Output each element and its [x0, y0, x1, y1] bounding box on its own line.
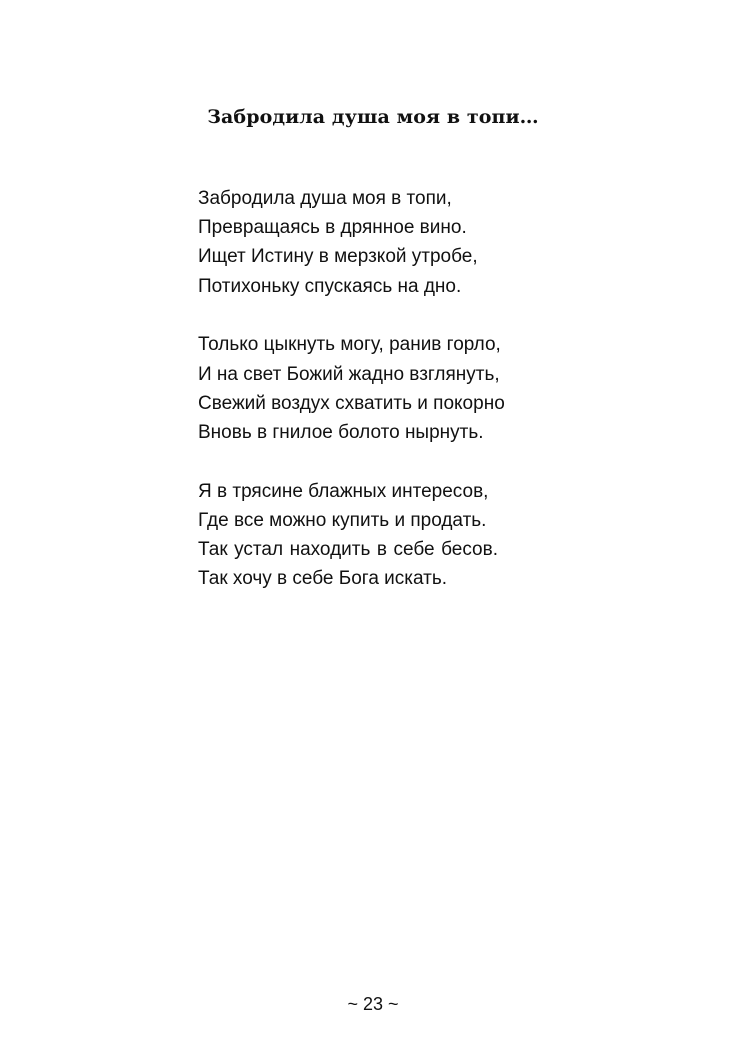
stanza-1 — [198, 184, 498, 301]
poem-line: Только цыкнуть могу, ранив горло, — [198, 334, 501, 356]
poem-line: Я в трясине блажных интересов, — [198, 480, 489, 502]
poem-line: Свежий воздух схватить и покорно — [198, 392, 505, 414]
poem-line: Забродила душа моя в топи, — [198, 188, 452, 209]
poem-title — [0, 106, 746, 128]
stanza-2 — [198, 330, 505, 447]
poem-line: Где все можно купить и продать. — [198, 509, 487, 531]
poem-body — [198, 184, 505, 623]
poem-line: Потихоньку спускаясь на дно. — [198, 275, 462, 297]
poem-line: Вновь в гнилое болото нырнуть. — [198, 421, 484, 443]
poem-line: И на свет Божий жадно взглянуть, — [198, 363, 500, 385]
page-number: ~ 23 ~ — [347, 994, 399, 1014]
poem-line: Превращаясь в дрянное вино. — [198, 217, 467, 239]
poem-line: Ищет Истину в мерзкой утробе, — [198, 246, 478, 268]
poem-justified-paragraph: Так устал находить в себе бесов. Так хочу в себе Бога искать. — [198, 539, 498, 590]
poem-title-text: Забродила душа моя в топи… — [207, 106, 539, 128]
stanza-3 — [198, 477, 498, 594]
